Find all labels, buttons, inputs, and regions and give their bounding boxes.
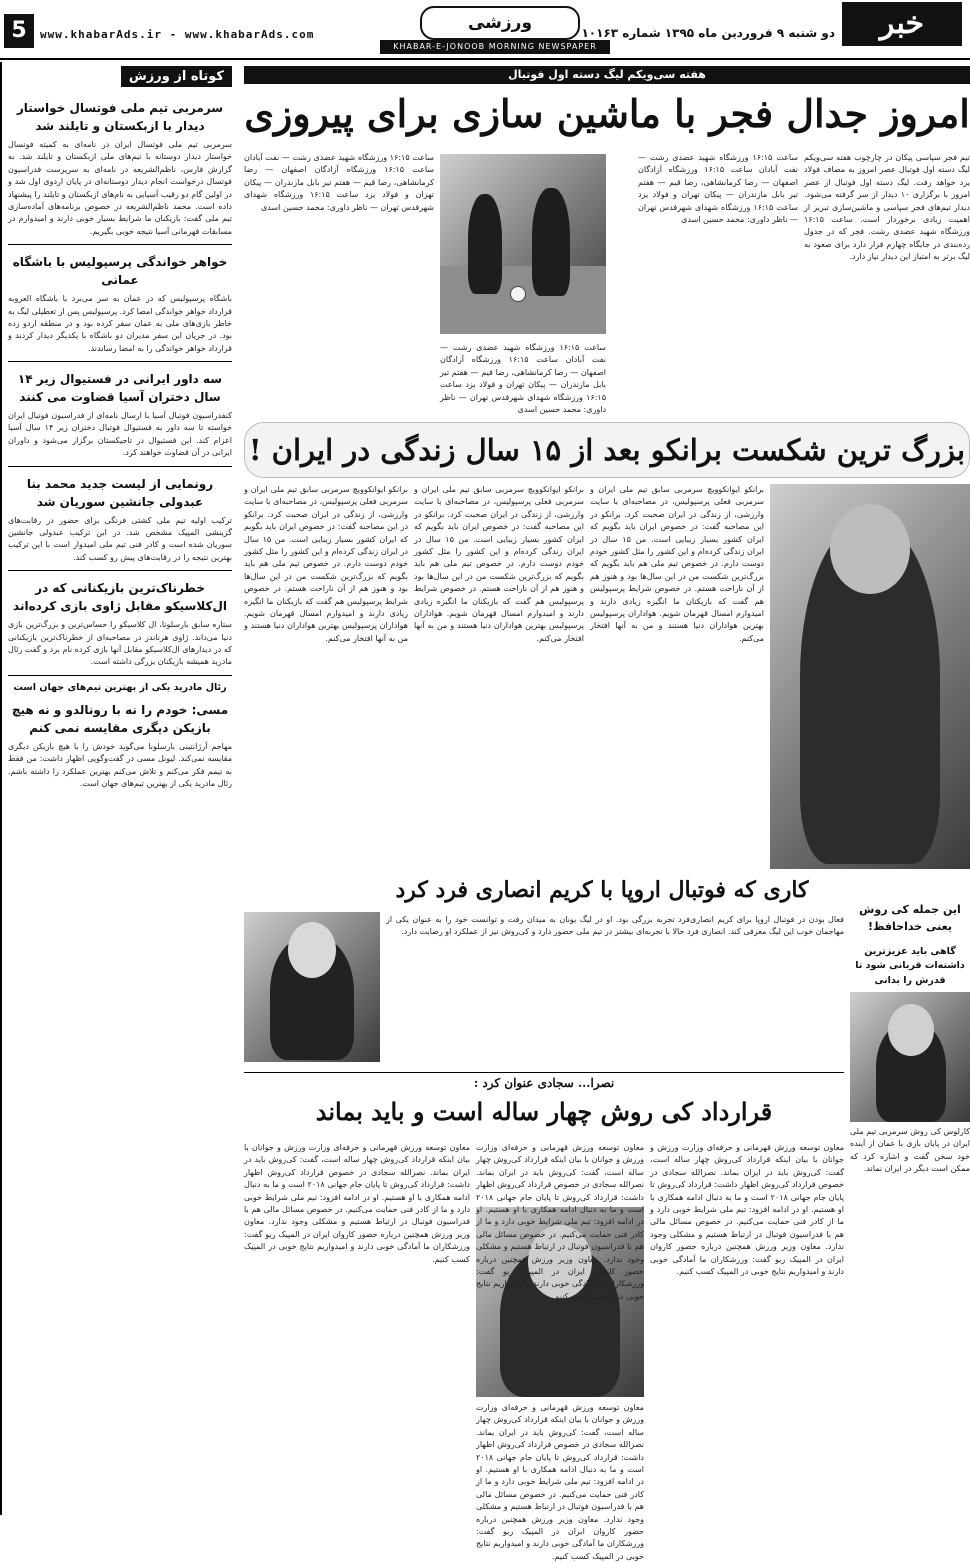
sajjadi-body-col2b: معاون توسعه ورزش قهرمانی و حرفه‌ای وزارت ورزش و جوانان با بیان اینکه قرارداد کی‌روش چهار ساله است، گفت: کی‌روش باید در ایران بماند. نصرالله سجادی در خصوص قرارداد کی‌روش اظهار داشت: قرارداد کی‌روش تا پایان جام جهانی ۲۰۱۸ است و ما به دنبال ادامه همکاری با او هستیم. او در ادامه افزود: تیم ملی شرایط خوبی دارد و ما از کادر فنی حمایت می‌کنیم. در خصوص مسائل مالی هم با فدراسیون فوتبال در ارتباط هستیم و مشکلی وجود ندارد. معاون وزیر ورزش همچنین درباره حضور کاروان ایران در المپیک ریو گفت: ورزشکاران ما آمادگی خوبی دارند و امیدواریم نتایج خوبی در المپیک کسب کنیم. — [476, 1403, 644, 1561]
newspaper-logo: خبر — [842, 2, 962, 46]
article-headline: خطرناک‌ترین بازیکنانی که در ال‌کلاسیکو مقابل ژاوی بازی کرده‌اند — [13, 581, 227, 614]
main-content — [244, 62, 970, 1561]
ansari-photo — [244, 912, 380, 1062]
article-body: باشگاه پرسپولیس که در عمان به سر می‌برد با باشگاه العروبه قرارداد خواهر خواندگی امضا کرد. پرسپولیس پس از تعطیلی لیگ به خاطر بازی‌های ملی به عمان سفر کرده بود و در منطقه اردو زده بود. در جریان این سفر مدیران دو باشگاه با یکدیگر دیدار کردند و قرارداد خواهر خواندگی را به امضا رساندند. — [8, 294, 232, 353]
lead-fixtures-cont: ساعت ۱۶:۱۵ ورزشگاه شهید عضدی رشت — نفت آبادان ساعت ۱۶:۱۵ ورزشگاه آزادگان اصفهان — رضا کرمانشاهی، رضا قیم — هفتم تیر بابل مازندران — پیکان تهران و فولاد یزد ساعت ۱۶:۱۵ ورزشگاه شهدای شهرقدس تهران — ناظر داوری: محمد حسین اسدی — [440, 343, 607, 414]
divider — [8, 361, 232, 362]
quote-text: گاهی باید عزیزترین داشته‌ات قربانی شود تا قدرش را بدانی — [855, 946, 965, 986]
issue-dateline: دو شنبه ۹ فروردین ماه ۱۳۹۵ شماره ۱۰۱۶۳ — [581, 26, 835, 40]
article-body: ستاره سابق بارسلونا، ال کلاسیکو را حساس‌ترین و بزرگ‌ترین بازی دنیا می‌داند. ژاوی هرناندز در مصاحبه‌ای از خطرناک‌ترین بازیکنانی که در دیدارهای ال‌کلاسیکو مقابل آنها بازی کرده نام برد و گفت رئال مادرید همیشه بازیکنان بزرگی داشته است. — [8, 620, 232, 667]
article-kicker: رئال مادرید یکی از بهترین تیم‌های جهان است — [13, 681, 227, 693]
branko-body-col3: برانکو ایوانکوویچ سرمربی سابق تیم ملی ایران و سرمربی فعلی پرسپولیس، در مصاحبه‌ای با سایت وارزشی، از زندگی در ایران صحبت کرد. برانکو در این مصاحبه گفت: در خصوص ایران باید بگویم که ایران کشور بسیار زیبایی است. من ۱۵ سال در ایران زندگی کرده‌ام و این کشور را مثل کشور خودم دوست دارم. در خصوص تیم ملی هم باید بگویم که بزرگ‌ترین شکست من در این سال‌ها بود و هنوز هم از آن ناراحت هستم. در خصوص شرایط پرسپولیس هم گفت که بازیکنان ما انگیزه زیادی دارند و امیدوارم امسال قهرمان شویم. هواداران پرسپولیس بهترین هواداران دنیا هستند و من به آنها افتخار می‌کنم. — [244, 485, 408, 643]
article-headline: رونمایی از لیست جدید محمد بنا عبدولی جانشین سوریان شد — [26, 476, 214, 509]
section-label: ورزشی — [420, 6, 580, 40]
article-body: سرمربی تیم ملی فوتسال ایران در نامه‌ای به کمیته فوتسال خواستار دیدار دوستانه با تیم‌های ملی ازبکستان و تایلند شد. به گزارش فارس، ناظم‌الشریعه در نامه‌ای به سرپرست فدراسیون فوتسال درخواست انجام دیدار دوستانه‌ای در پایان اردوی اول شد و در اولین گام دو رقیب آسیایی به نام‌های ازبکستان و تایلند را پیشنهاد داده است. محمد ناظم‌الشریعه در خصوص برنامه‌های آماده‌سازی تیم ملی گفت: بازیکنان ما شرایط بسیار خوبی دارند و امیدوارم در مسابقات قهرمانی آسیا نتیجه خوبی بگیریم. — [8, 140, 232, 236]
ansari-body: فعال بودن در فوتبال اروپا برای کریم انصاری‌فرد تجربه بزرگی بود. او در لیگ یونان به میدان رفت و توانست خود را به عنوان یکی از مهاجمان خوب این لیگ معرفی کند. انصاری فرد حالا با تجربه‌ای بیشتر در تیم ملی حضور دارد و کی‌روش نیز از عملکرد او رضایت دارد. — [386, 915, 844, 937]
sajjadi-headline: قرارداد کی روش چهار ساله است و باید بماند — [315, 1097, 773, 1126]
article-body: مهاجم آرژانتینی بارسلونا می‌گوید خودش را با هیچ بازیکن دیگری مقایسه نمی‌کند. لیونل مسی در گفت‌وگویی اظهار داشت: من فقط به تیمم فکر می‌کنم و تلاش می‌کنم بهترین عملکرد را داشته باشم. رئال مادرید یکی از بهترین تیم‌های جهان است. — [8, 741, 232, 788]
lead-fixtures-2: ساعت ۱۶:۱۵ ورزشگاه شهید عضدی رشت — نفت آبادان ساعت ۱۶:۱۵ ورزشگاه آزادگان اصفهان — رضا کرمانشاهی، رضا قیم — هفتم تیر بابل مازندران — پیکان تهران و فولاد یزد ساعت ۱۶:۱۵ ورزشگاه شهدای شهرقدس تهران — ناظر داوری: محمد حسین اسدی — [244, 153, 435, 212]
quote-title: این جمله کی روش یعنی خداحافظ! — [859, 903, 961, 933]
page-number: 5 — [4, 14, 34, 48]
article-headline: سرمربی تیم ملی فوتسال خواستار دیدار با ازبکستان و تایلند شد — [16, 101, 224, 133]
article-body: کنفدراسیون فوتبال آسیا با ارسال نامه‌ای از فدراسیون فوتبال ایران خواسته تا سه داور به فستیوال فوتبال دختران زیر ۱۴ سال آسیا اعزام کند. این فستیوال در تاجیکستان برگزار می‌شود و داوران ایرانی در آن قضاوت خواهند کرد. — [8, 411, 232, 458]
lead-headline: امروز جدال فجر با ماشین سازی برای پیروزی — [244, 91, 970, 136]
sidebar-title: کوتاه از ورزش — [121, 66, 232, 87]
queiroz-body: کارلوس کی روش سرمربی تیم ملی ایران در پایان بازی با عمان از آینده خود سخن گفت و اشاره کرد که ممکن است دیگر در ایران نماند. — [850, 1127, 970, 1174]
article-body: ترکیب اولیه تیم ملی کشتی فرنگی برای حضور در رقابت‌های گزینشی المپیک مشخص شد. در این ترکیب عبدولی جانشین سوریان شده است و کادر فنی تیم ملی امیدوار است با این ترکیب بهترین نتیجه را در رقابت‌های پیش رو کسب کند. — [8, 515, 232, 562]
website-url[interactable]: www.khabarAds.ir - www.khabarAds.com — [40, 28, 315, 41]
queiroz-photo — [850, 992, 970, 1122]
divider — [8, 675, 232, 676]
divider — [8, 570, 232, 571]
football-match-photo — [440, 154, 606, 334]
masthead — [0, 0, 970, 60]
branko-headline: بزرگ ترین شکست برانکو بعد از ۱۵ سال زندگی در ایران ! — [244, 422, 970, 478]
divider — [8, 466, 232, 467]
branko-body-col2: برانکو ایوانکوویچ سرمربی سابق تیم ملی ایران و سرمربی فعلی پرسپولیس، در مصاحبه‌ای با سایت وارزشی، از زندگی در ایران صحبت کرد. برانکو در این مصاحبه گفت: در خصوص ایران باید بگویم که ایران کشور بسیار زیبایی است. من ۱۵ سال در ایران زندگی کرده‌ام و این کشور را مثل کشور خودم دوست دارم. در خصوص تیم ملی هم باید بگویم که بزرگ‌ترین شکست من در این سال‌ها بود و هنوز هم از آن ناراحت هستم. در خصوص شرایط پرسپولیس هم گفت که بازیکنان ما انگیزه زیادی دارند و امیدوارم امسال قهرمان شویم. هواداران پرسپولیس بهترین هواداران دنیا هستند و من به آنها افتخار می‌کنم. — [414, 485, 584, 643]
branko-photo — [770, 484, 970, 869]
sajjadi-body-col2: معاون توسعه ورزش قهرمانی و حرفه‌ای وزارت ورزش و جوانان با بیان اینکه قرارداد کی‌روش چهار ساله است، گفت: کی‌روش باید در ایران بماند. نصرالله سجادی در خصوص قرارداد کی‌روش اظهار داشت: قرارداد کی‌روش تا پایان جام جهانی ۲۰۱۸ است و ما به دنبال ادامه همکاری با او هستیم. او در ادامه افزود: تیم ملی شرایط خوبی دارد و ما از کادر فنی حمایت می‌کنیم. در خصوص مسائل مالی هم با فدراسیون فوتبال در ارتباط هستیم و مشکلی وجود ندارد. معاون وزیر ورزش همچنین درباره حضور کاروان ایران در المپیک ریو گفت: ورزشکاران ما آمادگی خوبی دارند و امیدواریم نتایج خوبی در المپیک کسب کنیم. — [476, 1143, 644, 1301]
ball-icon — [510, 286, 526, 302]
lead-body: تیم فجر سپاسی پیکان در چارچوب هفته سی‌ویکم لیگ دسته اول فوتبال عصر امروز به مصاف فولاد یزد خواهد رفت. لیگ دسته اول فوتبال از عصر امروز با برگزاری ۱۰ دیدار از سر گرفته می‌شود. دیدار تیم‌های فجر سپاسی و ماشین‌سازی تبریز از اهمیت زیادی برخوردار است. ساعت ۱۶:۱۵ ورزشگاه شهید عضدی رشت. فجر که در جدول رده‌بندی در جایگاه چهارم قرار دارد برای صعود به لیگ برتر به امتیاز این دیدار نیاز دارد. — [804, 153, 970, 262]
article-headline: مسی: خودم را نه با رونالدو و نه هیچ بازیکن دیگری مقایسه نمی کنم — [11, 702, 229, 735]
lead-fixtures: ساعت ۱۶:۱۵ ورزشگاه شهید عضدی رشت — نفت آبادان ساعت ۱۶:۱۵ ورزشگاه آزادگان اصفهان — رضا کرمانشاهی، رضا قیم — هفتم تیر بابل مازندران — پیکان تهران و فولاد یزد ساعت ۱۶:۱۵ ورزشگاه شهدای شهرقدس تهران — ناظر داوری: محمد حسین اسدی — [638, 153, 798, 224]
divider — [8, 244, 232, 245]
newspaper-band: KHABAR-E-JONOOB MORNING NEWSPAPER — [380, 40, 610, 54]
branko-body: برانکو ایوانکوویچ سرمربی سابق تیم ملی ایران و سرمربی فعلی پرسپولیس، در مصاحبه‌ای با سایت وارزشی، از زندگی در ایران صحبت کرد. برانکو در این مصاحبه گفت: در خصوص ایران باید بگویم که ایران کشور بسیار زیبایی است. من ۱۵ سال در ایران زندگی کرده‌ام و این کشور را مثل کشور خودم دوست دارم. در خصوص تیم ملی هم باید بگویم که بزرگ‌ترین شکست من در این سال‌ها بود و هنوز هم از آن ناراحت هستم. در خصوص شرایط پرسپولیس هم گفت که بازیکنان ما انگیزه زیادی دارند و امیدوارم امسال قهرمان شویم. هواداران پرسپولیس بهترین هواداران دنیا هستند و من به آنها افتخار می‌کنم. — [590, 485, 764, 643]
ansari-headline: کاری که فوتبال اروپا با کریم انصاری فرد کرد — [395, 877, 809, 903]
sidebar-short-news — [0, 62, 238, 1515]
article-headline: خواهر خواندگی پرسپولیس با باشگاه عمانی — [12, 255, 228, 288]
sajjadi-kicker: نصرا... سجادی عنوان کرد : — [473, 1076, 615, 1090]
sajjadi-body: معاون توسعه ورزش قهرمانی و حرفه‌ای وزارت ورزش و جوانان با بیان اینکه قرارداد کی‌روش چهار ساله است، گفت: کی‌روش باید در ایران بماند. نصرالله سجادی در خصوص قرارداد کی‌روش اظهار داشت: قرارداد کی‌روش تا پایان جام جهانی ۲۰۱۸ است و ما به دنبال ادامه همکاری با او هستیم. او در ادامه افزود: تیم ملی شرایط خوبی دارد و ما از کادر فنی حمایت می‌کنیم. در خصوص مسائل مالی هم با فدراسیون فوتبال در ارتباط هستیم و مشکلی وجود ندارد. معاون وزیر ورزش همچنین درباره حضور کاروان ایران در المپیک ریو گفت: ورزشکاران ما آمادگی خوبی دارند و امیدواریم نتایج خوبی در المپیک کسب کنیم. — [650, 1143, 844, 1276]
lead-kicker: هفته سی‌ویکم لیگ دسته اول فوتبال — [244, 66, 970, 84]
article-headline: سه داور ایرانی در فستیوال زیر ۱۴ سال دختران آسیا قضاوت می کنند — [17, 372, 223, 405]
sajjadi-body-col3: معاون توسعه ورزش قهرمانی و حرفه‌ای وزارت ورزش و جوانان با بیان اینکه قرارداد کی‌روش چهار ساله است، گفت: کی‌روش باید در ایران بماند. نصرالله سجادی در خصوص قرارداد کی‌روش اظهار داشت: قرارداد کی‌روش تا پایان جام جهانی ۲۰۱۸ است و ما به دنبال ادامه همکاری با او هستیم. او در ادامه افزود: تیم ملی شرایط خوبی دارد و ما از کادر فنی حمایت می‌کنیم. در خصوص مسائل مالی هم با فدراسیون فوتبال در ارتباط هستیم و مشکلی وجود ندارد. معاون وزیر ورزش همچنین درباره حضور کاروان ایران در المپیک ریو گفت: ورزشکاران ما آمادگی خوبی دارند و امیدواریم نتایج خوبی در المپیک کسب کنیم. — [244, 1143, 470, 1264]
